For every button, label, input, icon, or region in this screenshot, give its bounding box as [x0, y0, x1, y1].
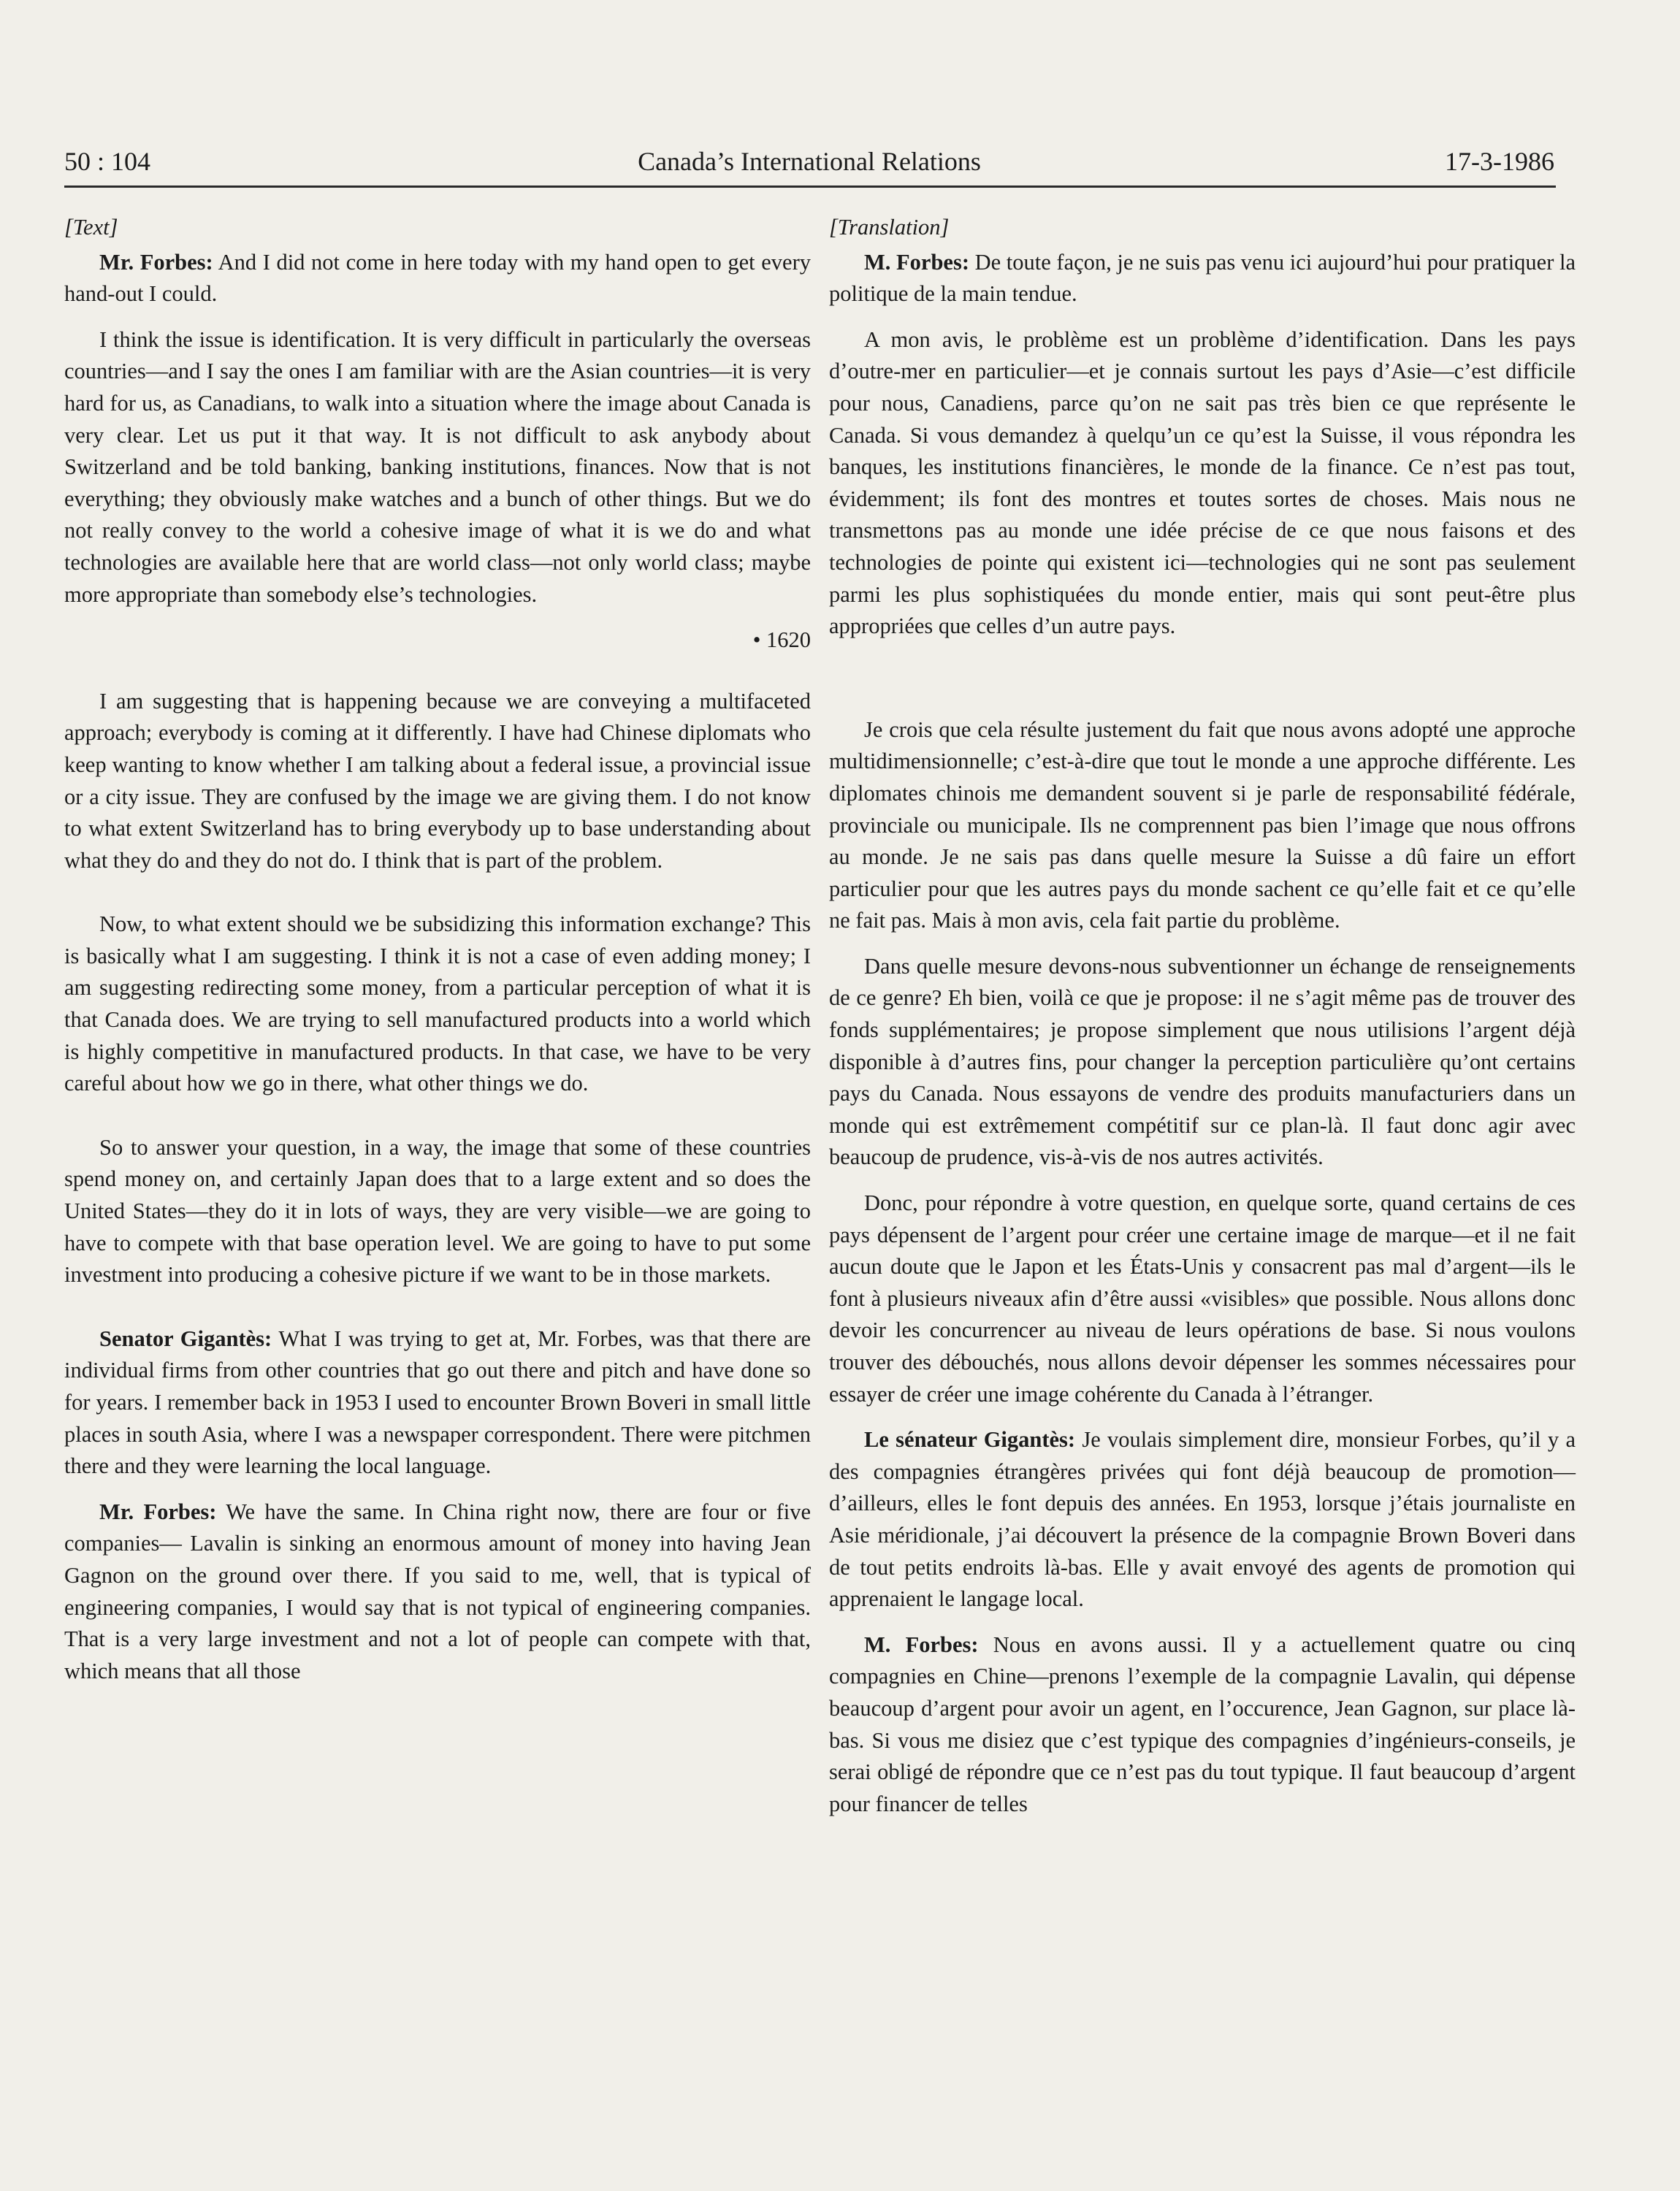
- paragraph: [829, 247, 1576, 310]
- english-column: [64, 212, 811, 1701]
- speaker-name: Le sénateur Gigantès:: [864, 1427, 1076, 1453]
- french-column: [829, 212, 1576, 1834]
- paragraph: [64, 247, 811, 310]
- page-header: [64, 143, 1554, 187]
- paragraph: I think the issue is identification. It is very difficult in particularly the overseas countries—and I say the ones I am familiar with are the Asian countries—it is very hard for us, as Canadians, to walk into a situation where the image about Canada is very clear. Let us put it that way. It is not difficult to ask anybody about Switzerland and be told banking, banking institutions, finances. Now that is not everything; they obviously make watches and a bunch of other things. But we do not really convey to the world a cohesive image of what it is we do and what technologies are available here that are world class—not only world class; maybe more appropriate than somebody else’s technologies.: [64, 326, 811, 607]
- speaker-name: M. Forbes:: [864, 249, 969, 275]
- paragraph: Je crois que cela résulte justement du fait que nous avons adopté une approche multidimensionnelle; c’est-à-dire que tout le monde a une approche différente. Les diplomates chinois me demandent souvent si je parle de responsabilité fédérale, provinciale ou municipale. Ils ne comprennent pas bien l’image que nous offrons au monde. Je ne sais pas dans quelle mesure la Suisse a dû faire un effort particulier pour que les autres pays du monde sachent ce qu’elle fait et ce qu’elle ne fait pas. Mais à mon avis, cela fait partie du problème.: [829, 716, 1576, 933]
- speaker-name: Senator Gigantès:: [99, 1326, 272, 1351]
- speaker-name: Mr. Forbes:: [99, 249, 213, 275]
- speaker-name: M. Forbes:: [864, 1632, 979, 1657]
- paragraph: So to answer your question, in a way, the image that some of these countries spend money on, and certainly Japan does that to a large extent and so does the United States—they do it in lots of ways, they are very visible—we are going to have to compete with that base operation level. We are going to have to put some investment into producing a cohesive picture if we want to be in those markets.: [64, 1134, 811, 1288]
- paragraph: A mon avis, le problème est un problème d’identification. Dans les pays d’outre-mer en particulier—et je connais surtout les pays d’Asie—c’est difficile pour nous, Canadiens, parce qu’on ne sait pas très bien ce que représente le Canada. Si vous demandez à quelqu’un ce qu’est la Suisse, il vous répondra les banques, les institutions financières, le monde de la finance. Ce n’est pas tout, évidemment; ils font des montres et toutes sortes de choses. Mais nous ne transmettons pas au monde une idée précise de ce que nous faisons et des technologies de pointe qui existent ici—technologies qui ne sont pas seulement parmi les plus sophistiquées du monde entier, mais qui sont peut-être plus appropriées que celles d’un autre pays.: [829, 326, 1576, 639]
- paragraph: [829, 1629, 1576, 1821]
- paragraph-text: Je voulais simplement dire, monsieur Forbes, qu’il y a des compagnies étrangères privées qui font déjà beaucoup de promotion—d’ailleurs, elles le font depuis des années. En 1953, lorsque j’étais journaliste en Asie méridionale, j’ai découvert la présence de la compagnie Brown Boveri dans de tout petits endroits là-bas. Elle y avait envoyé des agents de promotion qui apprenaient le langage local.: [829, 1427, 1576, 1612]
- paragraph-text: What I was trying to get at, Mr. Forbes, was that there are individual firms from other countries that go out there and pitch and have done so for years. I remember back in 1953 I used to encounter Brown Boveri in small little places in south Asia, where I was a newspaper correspondent. There were pitchmen there and they were learning the local language.: [64, 1326, 811, 1479]
- paragraph: Now, to what extent should we be subsidizing this information exchange? This is basically what I am suggesting. I think it is not a case of even adding money; I am suggesting redirecting some money, from a particular perception of what it is that Canada does. We are trying to sell manufactured products into a world which is highly competitive in manufactured products. In that case, we have to be very careful about how we go in there, what other things we do.: [64, 911, 811, 1096]
- column-label: [Translation]: [829, 215, 950, 240]
- paragraph: Dans quelle mesure devons-nous subventionner un échange de renseignements de ce genre? Eh bien, voilà ce que je propose: il ne s’agit même pas de trouver des fonds supplémentaires; je propose simplement que nous utilisions l’argent déjà disponible à d’autres fins, pour changer la perception particulière qu’ont certains pays du Canada. Nous essayons de vendre des produits manufacturiers dans un monde qui est extrêmement compétitif sur ce plan-là. Il faut donc agir avec beaucoup de prudence, vis-à-vis de nos autres activités.: [829, 953, 1576, 1170]
- paragraph: [829, 1424, 1576, 1615]
- paragraph-text: We have the same. In China right now, there are four or five companies— Lavalin is sinking an enormous amount of money into having Jean Gagnon on the ground over there. If you said to me, well, that is typical of engineering companies, I would say that is not typical of engineering companies. That is a very large investment and not a lot of people can compete with that, which means that all those: [64, 1499, 811, 1683]
- paragraph-text: De toute façon, je ne suis pas venu ici aujourd’hui pour pratiquer la politique de la main tendue.: [829, 249, 1576, 307]
- time-marker: • 1620: [752, 627, 811, 653]
- paragraph: [64, 1496, 811, 1688]
- header-rule: [64, 186, 1556, 188]
- page-number: 50 : 104: [64, 147, 151, 176]
- page-date: 17-3-1986: [1445, 147, 1554, 176]
- running-title: Canada’s International Relations: [638, 147, 981, 176]
- paragraph-text: Nous en avons aussi. Il y a actuellement quatre ou cinq compagnies en Chine—prenons l’exemple de la compagnie Lavalin, qui dépense beaucoup d’argent pour avoir un agent, en l’occurence, Jean Gagnon, sur place là-bas. Si vous me disiez que c’est typique des compagnies d’ingénieurs-conseils, je serai obligé de répondre que ce n’est pas du tout typique. Il faut beaucoup d’argent pour financer de telles: [829, 1632, 1576, 1816]
- paragraph: Donc, pour répondre à votre question, en quelque sorte, quand certains de ces pays dépensent de l’argent pour créer une certaine image de marque—et il ne fait aucun doute que le Japon et les États-Unis y consacrent pas mal d’argent—ils le font à plusieurs niveaux afin d’être aussi «visibles» que possible. Nous allons donc devoir les concurrencer au niveau de leurs opérations de base. Si nous voulons trouver des débouchés, nous allons devoir dépenser les sommes nécessaires pour essayer de créer une image cohérente du Canada à l’étranger.: [829, 1190, 1576, 1407]
- column-label: [Text]: [64, 215, 118, 240]
- paragraph: I am suggesting that is happening because we are conveying a multifaceted approach; everybody is coming at it differently. I have had Chinese diplomats who keep wanting to know whether I am talking about a federal issue, a provincial issue or a city issue. They are confused by the image we are giving them. I do not know to what extent Switzerland has to bring everybody up to base understanding about what they do and they do not do. I think that is part of the problem.: [64, 688, 811, 873]
- speaker-name: Mr. Forbes:: [99, 1499, 217, 1524]
- paragraph-text: And I did not come in here today with my hand open to get every hand-out I could.: [64, 249, 811, 307]
- paragraph: [64, 1323, 811, 1483]
